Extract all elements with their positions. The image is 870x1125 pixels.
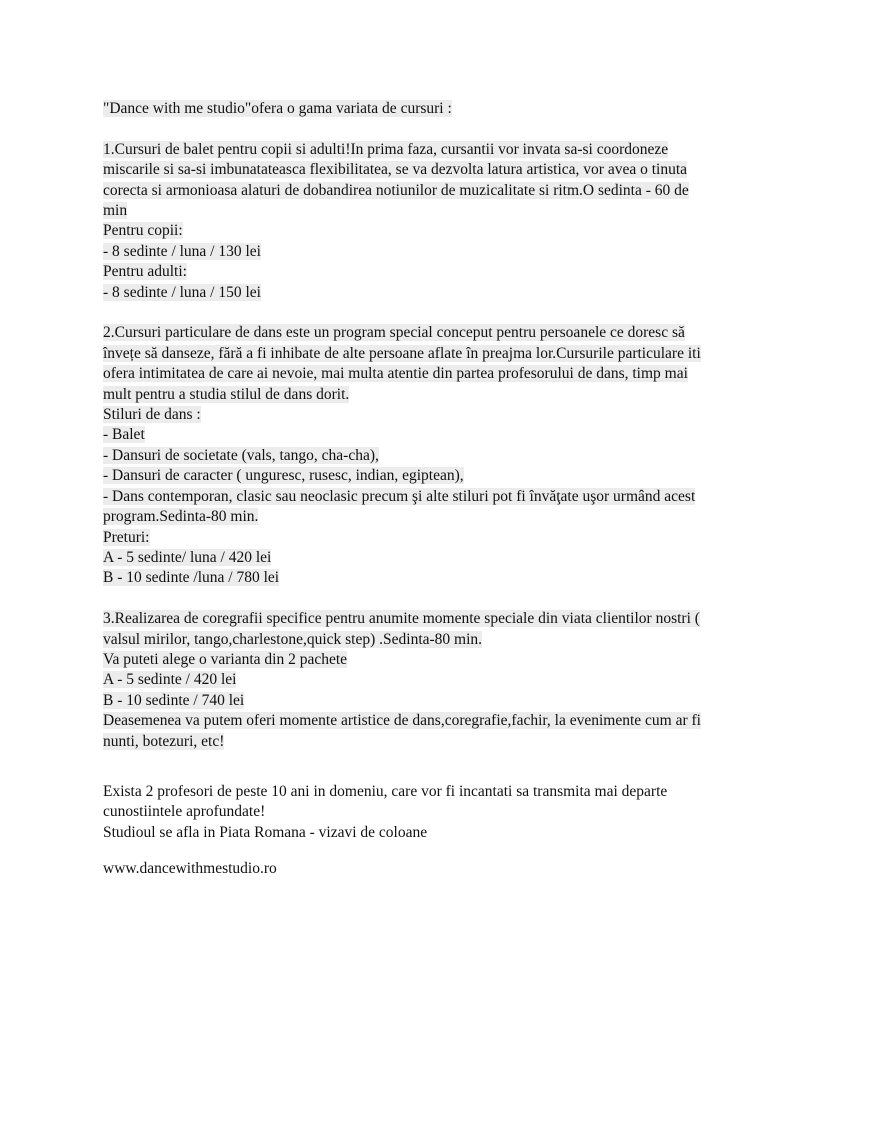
text-line: min xyxy=(103,202,128,220)
text-line: învețe să danseze, fără a fi inhibate de alte persoane aflate în preajma lor.Cursurile particulare iti xyxy=(103,344,701,362)
website-link[interactable]: www.dancewithmestudio.ro xyxy=(103,860,277,878)
list-item: - Balet xyxy=(103,426,145,444)
text-line: program.Sedinta-80 min. xyxy=(103,508,259,526)
intro-line: "Dance with me studio"ofera o gama variata de cursuri : xyxy=(103,100,452,117)
text-line: valsul mirilor, tango,charlestone,quick step) .Sedinta-80 min. xyxy=(103,630,483,648)
text-line: Pentru copii: xyxy=(103,222,183,240)
section-choreography xyxy=(103,609,803,752)
price-line: A - 5 sedinte / 420 lei xyxy=(103,671,237,689)
list-item: - Dansuri de societate (vals, tango, cha-cha), xyxy=(103,446,379,464)
document-body xyxy=(103,99,803,880)
text-line: nunti, botezuri, etc! xyxy=(103,732,225,750)
list-item: - Dans contemporan, clasic sau neoclasic precum şi alte stiluri pot fi învăţate uşor urmând acest xyxy=(103,487,696,505)
text-line: 2.Cursuri particulare de dans este un program special conceput pentru persoanele ce doresc să xyxy=(103,324,685,342)
text-line: Stiluri de dans : xyxy=(103,406,201,424)
price-line: A - 5 sedinte/ luna / 420 lei xyxy=(103,548,272,566)
price-line: B - 10 sedinte / 740 lei xyxy=(103,691,245,709)
price-line: - 8 sedinte / luna / 150 lei xyxy=(103,283,261,301)
text-line: ofera intimitatea de care ai nevoie, mai multa atentie din partea profesorului de dans, timp mai xyxy=(103,365,688,383)
text-line: miscarile si sa-si imbunatateasca flexibilitatea, se va dezvolta latura artistica, vor avea o tinuta xyxy=(103,161,688,179)
text-line: mult pentru a studia stilul de dans dorit. xyxy=(103,385,350,403)
text-line: Pentru adulti: xyxy=(103,263,187,281)
text-line: cunostiintele aprofundate! xyxy=(103,803,266,821)
text-line: corecta si armonioasa alaturi de dobandirea notiunilor de muzicalitate si ritm.O sedinta - 60 de xyxy=(103,181,689,199)
price-line: B - 10 sedinte /luna / 780 lei xyxy=(103,569,280,587)
text-line: Va puteti alege o varianta din 2 pachete xyxy=(103,650,348,668)
text-line: 3.Realizarea de coregrafii specifice pentru anumite momente speciale din viata clientilor nostri ( xyxy=(103,610,700,628)
section-private-lessons xyxy=(103,323,803,588)
text-line: Studioul se afla in Piata Romana - vizavi de coloane xyxy=(103,823,428,841)
text-line: Preturi: xyxy=(103,528,150,546)
text-line: Exista 2 profesori de peste 10 ani in domeniu, care vor fi incantati sa transmita mai departe xyxy=(103,782,668,800)
section-footer xyxy=(103,782,803,880)
text-line: 1.Cursuri de balet pentru copii si adulti!In prima faza, cursantii vor invata sa-si coordoneze xyxy=(103,140,669,158)
section-ballet xyxy=(103,140,803,303)
list-item: - Dansuri de caracter ( unguresc, rusesc, indian, egiptean), xyxy=(103,467,464,485)
text-line: Deasemenea va putem oferi momente artistice de dans,coregrafie,fachir, la evenimente cum ar fi xyxy=(103,712,701,730)
price-line: - 8 sedinte / luna / 130 lei xyxy=(103,242,261,260)
